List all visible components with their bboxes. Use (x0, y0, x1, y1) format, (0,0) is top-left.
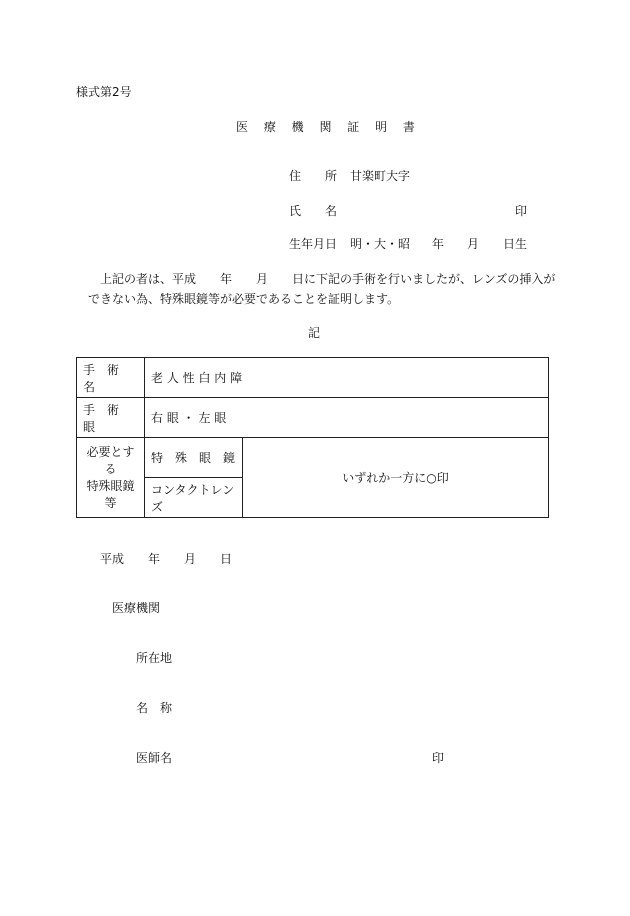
certification-text-line2: できない為、特殊眼鏡等が必要であることを証明します。 (88, 292, 400, 306)
address-label: 住 所 (289, 169, 338, 183)
selection-instruction: いずれか一方に○印 (243, 438, 549, 518)
birth-day-unit: 日生 (503, 237, 528, 251)
surgery-detail-table (76, 357, 549, 518)
address-value: 甘楽町大字 (350, 169, 411, 183)
name-seal-mark: 印 (515, 204, 528, 218)
option-contact-lens: コンタクトレンズ (145, 478, 243, 518)
option-special-glasses: 特 殊 眼 鏡 (145, 438, 243, 478)
required-glasses-label-line2: 特殊眼鏡等 (86, 478, 135, 510)
issue-date-month-unit: 月 (184, 552, 197, 566)
issue-date-year-unit: 年 (148, 552, 161, 566)
surgery-name-label: 手 術 名 (77, 358, 145, 398)
ki-heading: 記 (308, 326, 321, 340)
birth-year-unit: 年 (432, 237, 445, 251)
birth-date-label: 生年月日 (289, 237, 338, 251)
certification-text-line1: 上記の者は、平成 年 月 日に下記の手術を行いましたが、レンズの挿入が (100, 272, 556, 286)
surgery-eye-value: 右 眼 ・ 左 眼 (145, 398, 549, 438)
institution-label: 医療機関 (112, 601, 161, 615)
name-label: 氏 名 (289, 204, 338, 218)
doctor-seal-mark: 印 (432, 751, 445, 765)
doctor-name-label: 医師名 (136, 751, 173, 765)
required-glasses-label-line1: 必要とする (86, 444, 135, 476)
location-label: 所在地 (136, 651, 173, 665)
form-number: 様式第2号 (76, 85, 132, 99)
issue-date-era: 平成 (100, 552, 125, 566)
birth-era-options: 明・大・昭 (350, 237, 411, 251)
issue-date-day-unit: 日 (220, 552, 233, 566)
required-glasses-label (77, 438, 145, 518)
document-title: 医 療 機 関 証 明 書 (236, 120, 421, 134)
birth-month-unit: 月 (467, 237, 480, 251)
institution-name-label: 名 称 (136, 701, 173, 715)
table-row (77, 438, 549, 478)
table-row (77, 398, 549, 438)
surgery-eye-label: 手 術 眼 (77, 398, 145, 438)
surgery-name-value: 老 人 性 白 内 障 (145, 358, 549, 398)
table-row (77, 358, 549, 398)
